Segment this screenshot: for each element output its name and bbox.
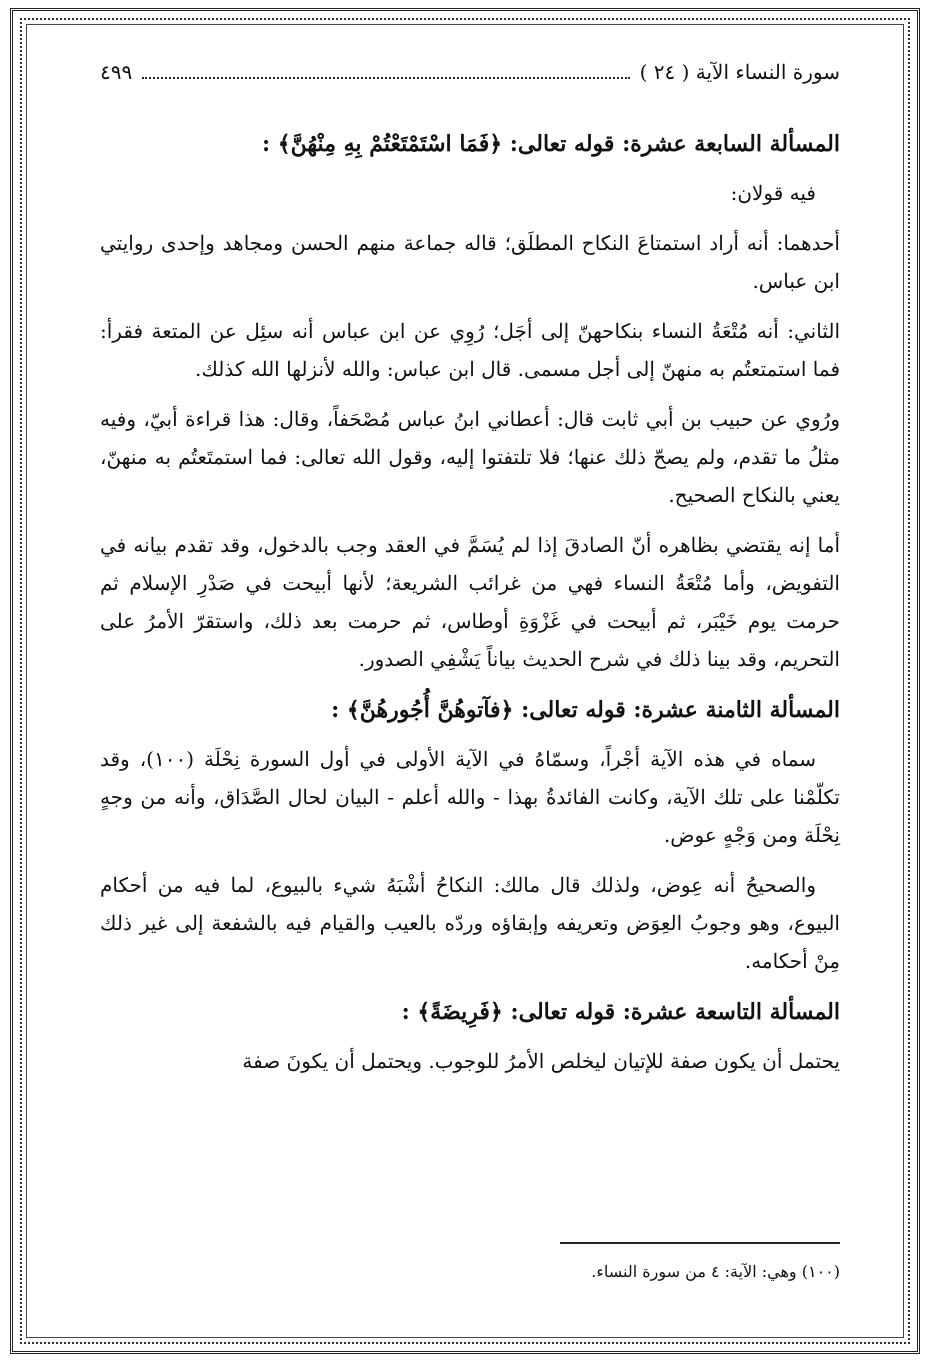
- paragraph: ورُوي عن حبيب بن أبي ثابت قال: أعطاني ابنُ عباس مُصْحَفاً، وقال: هذا قراءة أبيّ، وفيه مثلُ ما تقدم، ولم يصحّ ذلك عنها؛ فلا تلتفتوا إليه، وقول الله تعالى: فما استمتَعتُم به منهنّ، يعني بالنكاح الصحيح.: [100, 407, 840, 507]
- page-number: ٤٩٩: [100, 60, 133, 84]
- page-content: [100, 60, 840, 1092]
- running-header: [100, 60, 840, 94]
- section-heading: المسألة التاسعة عشرة: قوله تعالى: ﴿فَرِيضَةً﴾ :: [401, 999, 840, 1025]
- paragraph: أحدهما: أنه أراد استمتاعَ النكاح المطلَق؛ قاله جماعة منهم الحسن ومجاهد وإحدى روايتي ابن عباس.: [100, 231, 840, 293]
- footnote: (١٠٠) وهي: الآية: ٤ من سورة النساء.: [591, 1262, 840, 1281]
- paragraph: الثاني: أنه مُتْعَةُ النساء بنكاحهنّ إلى أجَل؛ رُوِي عن ابن عباس أنه سئِل عن المتعة فقرأ: فما استمتعتُم به منهنّ إلى أجل مسمى. قال ابن عباس: والله لأنزلها الله كذلك.: [100, 319, 840, 381]
- footnote-separator: [560, 1242, 840, 1244]
- header-leader-dots: [142, 63, 629, 79]
- paragraph: سماه في هذه الآية أجْراً، وسمّاهُ في الآية الأولى في أول السورة نِحْلَة (١٠٠)، وقد تكلّمْنا على تلك الآية، وكانت الفائدةُ بهذا - والله أعلم - البيان لحال الصَّدَاق، وأنه من وجهٍ نِحْلَة ومن وَجْهٍ عوض.: [100, 747, 840, 847]
- section-heading: المسألة السابعة عشرة: قوله تعالى: ﴿فَمَا اسْتَمْتَعْتُمْ بِهِ مِنْهُنَّ﴾ :: [262, 131, 840, 157]
- paragraph: والصحيحُ أنه عِوض، ولذلك قال مالك: النكاحُ أشْبَهُ شيء بالبيوع، لما فيه من أحكام البيوع، وهو وجوبُ العِوَض وتعريفه وإبقاؤه وردّه بالعيب والقيام فيه بالشفعة إلى غير ذلك مِنْ أحكامه.: [100, 873, 840, 973]
- paragraph: أما إنه يقتضي بظاهره أنّ الصادقَ إذا لم يُسَمَّ في العقد وجب بالدخول، وقد تقدم بيانه في التفويض، وأما مُتْعَةُ النساء فهي من غرائب الشريعة؛ لأنها أبيحت في صَدْرِ الإسلام ثم حرمت يوم خَيْبَر، ثم أبيحت في غَزْوَةِ أوطاس، ثم حرمت بعد ذلك، واستقرّ الأمرُ على التحريم، وقد بينا ذلك في شرح الحديث بياناً يَشْفِي الصدور.: [100, 533, 840, 671]
- paragraph: فيه قولان:: [730, 181, 816, 205]
- paragraph: يحتمل أن يكون صفة للإتيان ليخلص الأمرُ للوجوب. ويحتمل أن يكونَ صفة: [242, 1049, 840, 1073]
- section-heading: المسألة الثامنة عشرة: قوله تعالى: ﴿فآتوهُنَّ أُجُورهُنَّ﴾ :: [331, 697, 840, 723]
- section-17: [100, 124, 840, 678]
- running-header-title: سورة النساء الآية ( ٢٤ ): [639, 60, 840, 84]
- section-18: [100, 690, 840, 980]
- section-19: [100, 992, 840, 1080]
